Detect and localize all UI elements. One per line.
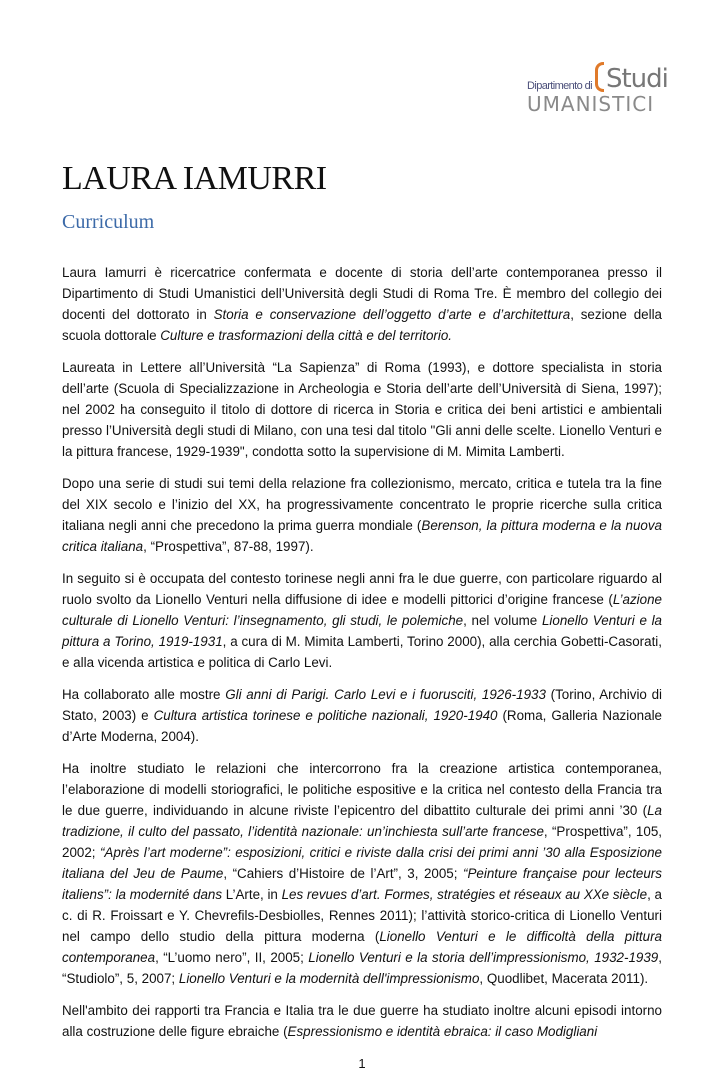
- logo-top-row: [527, 62, 668, 92]
- paragraph-text: (Roma, Galleria Nazionale d’Arte Moderna, 2004).: [62, 708, 662, 744]
- paragraph: [62, 758, 662, 989]
- paragraph-text: , “Studiolo”, 5, 2007;: [62, 950, 662, 986]
- section-heading: Curriculum: [62, 211, 155, 233]
- paragraph: [62, 357, 662, 462]
- italic-title-text: Les revues d’art. Formes, stratégies et réseaux au XXe siècle: [281, 887, 648, 902]
- italic-title-text: Espressionismo e identità ebraica: il caso Modigliani: [287, 1024, 598, 1039]
- paragraph-text: Dopo una serie di studi sui temi della relazione fra collezionismo, mercato, critica e tutela tra la fine del XIX secolo e l’inizio del XX, ha progressivamente concentrato le proprie ricerche sulla critica italiana negli anni che precedono la prima guerra mondiale (: [62, 476, 662, 533]
- italic-title-text: La tradizione, il culto del passato, l’identità nazionale: un’inchiesta sull’arte francese: [62, 803, 662, 839]
- paragraph-text: , Quodlibet, Macerata 2011).: [479, 971, 649, 986]
- paragraph-text: , “Cahiers d’Histoire de l’Art”, 3, 2005;: [223, 866, 464, 881]
- paragraph: [62, 1000, 662, 1042]
- italic-title-text: “Peinture française pour lecteurs italiens”: la modernité dans: [62, 866, 662, 902]
- italic-title-text: Gli anni di Parigi. Carlo Levi e i fuorusciti, 1926-1933: [225, 687, 546, 702]
- italic-title-text: “Après l’art moderne”: esposizioni, critici e riviste dalla crisi dei primi anni ’30 alla Esposizione italiana del Jeu de Paume: [62, 845, 662, 881]
- paragraph: [62, 684, 662, 747]
- italic-title-text: Cultura artistica torinese e politiche nazionali, 1920-1940: [153, 708, 498, 723]
- logo-s-mark-icon: [595, 62, 604, 92]
- paragraph-text: , “Prospettiva”, 105, 2002;: [62, 824, 662, 860]
- italic-title-text: Lionello Venturi e la pittura a Torino, 1919-1931: [62, 613, 663, 649]
- paragraph: [62, 262, 662, 346]
- paragraph-text: Ha inoltre studiato le relazioni che intercorrono fra la creazione artistica contemporanea, l’elaborazione di modelli storiografici, le politiche espositive e la critica nel contesto della Francia tra le due guerre, individuando in alcune riviste l’epicentro del dibattito culturale dei primi anni ’30 (: [62, 761, 662, 818]
- paragraph-text: Ha collaborato alle mostre: [62, 687, 226, 702]
- paragraph-text: , “L’uomo nero”, II, 2005;: [155, 950, 309, 965]
- paragraph-text: , nel volume: [463, 613, 542, 628]
- italic-title-text: L’azione culturale di Lionello Venturi: l’insegnamento, gli studi, le polemiche: [62, 592, 662, 628]
- paragraph: [62, 473, 662, 557]
- italic-title-text: Culture e trasformazioni della città e del territorio.: [160, 328, 453, 343]
- italic-title-text: Berenson, la pittura moderna e la nuova critica italiana: [62, 518, 662, 554]
- paragraph-text: , sezione della scuola dottorale: [62, 307, 662, 343]
- logo-text-umanistici: UMANISTICI: [527, 92, 655, 116]
- page-number: 1: [358, 1056, 366, 1071]
- paragraph-text: , a cura di M. Mimita Lamberti, Torino 2000), alla cerchia Gobetti-Casorati, e alla vicenda artistica e politica di Carlo Levi.: [62, 634, 663, 670]
- italic-title-text: Lionello Venturi e la storia dell’impressionismo, 1932-1939: [308, 950, 659, 965]
- paragraph-text: , “Prospettiva”, 87-88, 1997).: [143, 539, 314, 554]
- paragraph-text: L’Arte, in: [222, 887, 282, 902]
- paragraph: [62, 568, 662, 673]
- logo-text-studi: Studi: [605, 64, 668, 94]
- paragraph-text: Laureata in Lettere all’Università “La Sapienza” di Roma (1993), e dottore specialista in storia dell’arte (Scuola di Specializzazione in Archeologia e Storia dell’arte dell’Università di Siena, 1997); nel 2002 ha conseguito il titolo di dottore di ricerca in Storia e critica dei beni artistici e ambientali presso l’Università degli studi di Milano, con una tesi dal titolo "Gli anni delle scelte. Lionello Venturi e la pittura francese, 1929-1939", condotta sotto la supervisione di M. Mimita Lamberti.: [62, 360, 662, 459]
- paragraphs: [62, 262, 662, 1042]
- italic-title-text: Storia e conservazione dell’oggetto d’arte e d’architettura: [213, 307, 571, 322]
- paragraph-text: Nell'ambito dei rapporti tra Francia e Italia tra le due guerre ha studiato inoltre alcuni episodi intorno alla costruzione delle figure ebraiche (: [62, 1003, 662, 1039]
- paragraph-text: (Torino, Archivio di Stato, 2003) e: [62, 687, 663, 723]
- italic-title-text: Lionello Venturi e la modernità dell'impressionismo: [178, 971, 480, 986]
- page-title: LAURA IAMURRI: [62, 160, 327, 197]
- paragraph-text: In seguito si è occupata del contesto torinese negli anni fra le due guerre, con particolare riguardo al ruolo svolto da Lionello Venturi nella diffusione di idee e modelli pittorici d’origine francese (: [62, 571, 662, 607]
- document-body: [62, 262, 662, 1071]
- italic-title-text: Lionello Venturi e le difficoltà della pittura contemporanea: [62, 929, 662, 965]
- paragraph-text: Laura Iamurri è ricercatrice confermata e docente di storia dell’arte contemporanea presso il Dipartimento di Studi Umanistici dell’Università degli Studi di Roma Tre. È membro del collegio dei docenti del dottorato in: [62, 265, 662, 322]
- logo-text-dipartimento: Dipartimento di: [527, 80, 592, 92]
- paragraph-text: , a c. di R. Froissart e Y. Chevrefils-Desbiolles, Rennes 2011); l’attività storico-critica di Lionello Venturi nel campo dello studio della pittura moderna (: [62, 887, 662, 944]
- department-logo: [527, 62, 677, 114]
